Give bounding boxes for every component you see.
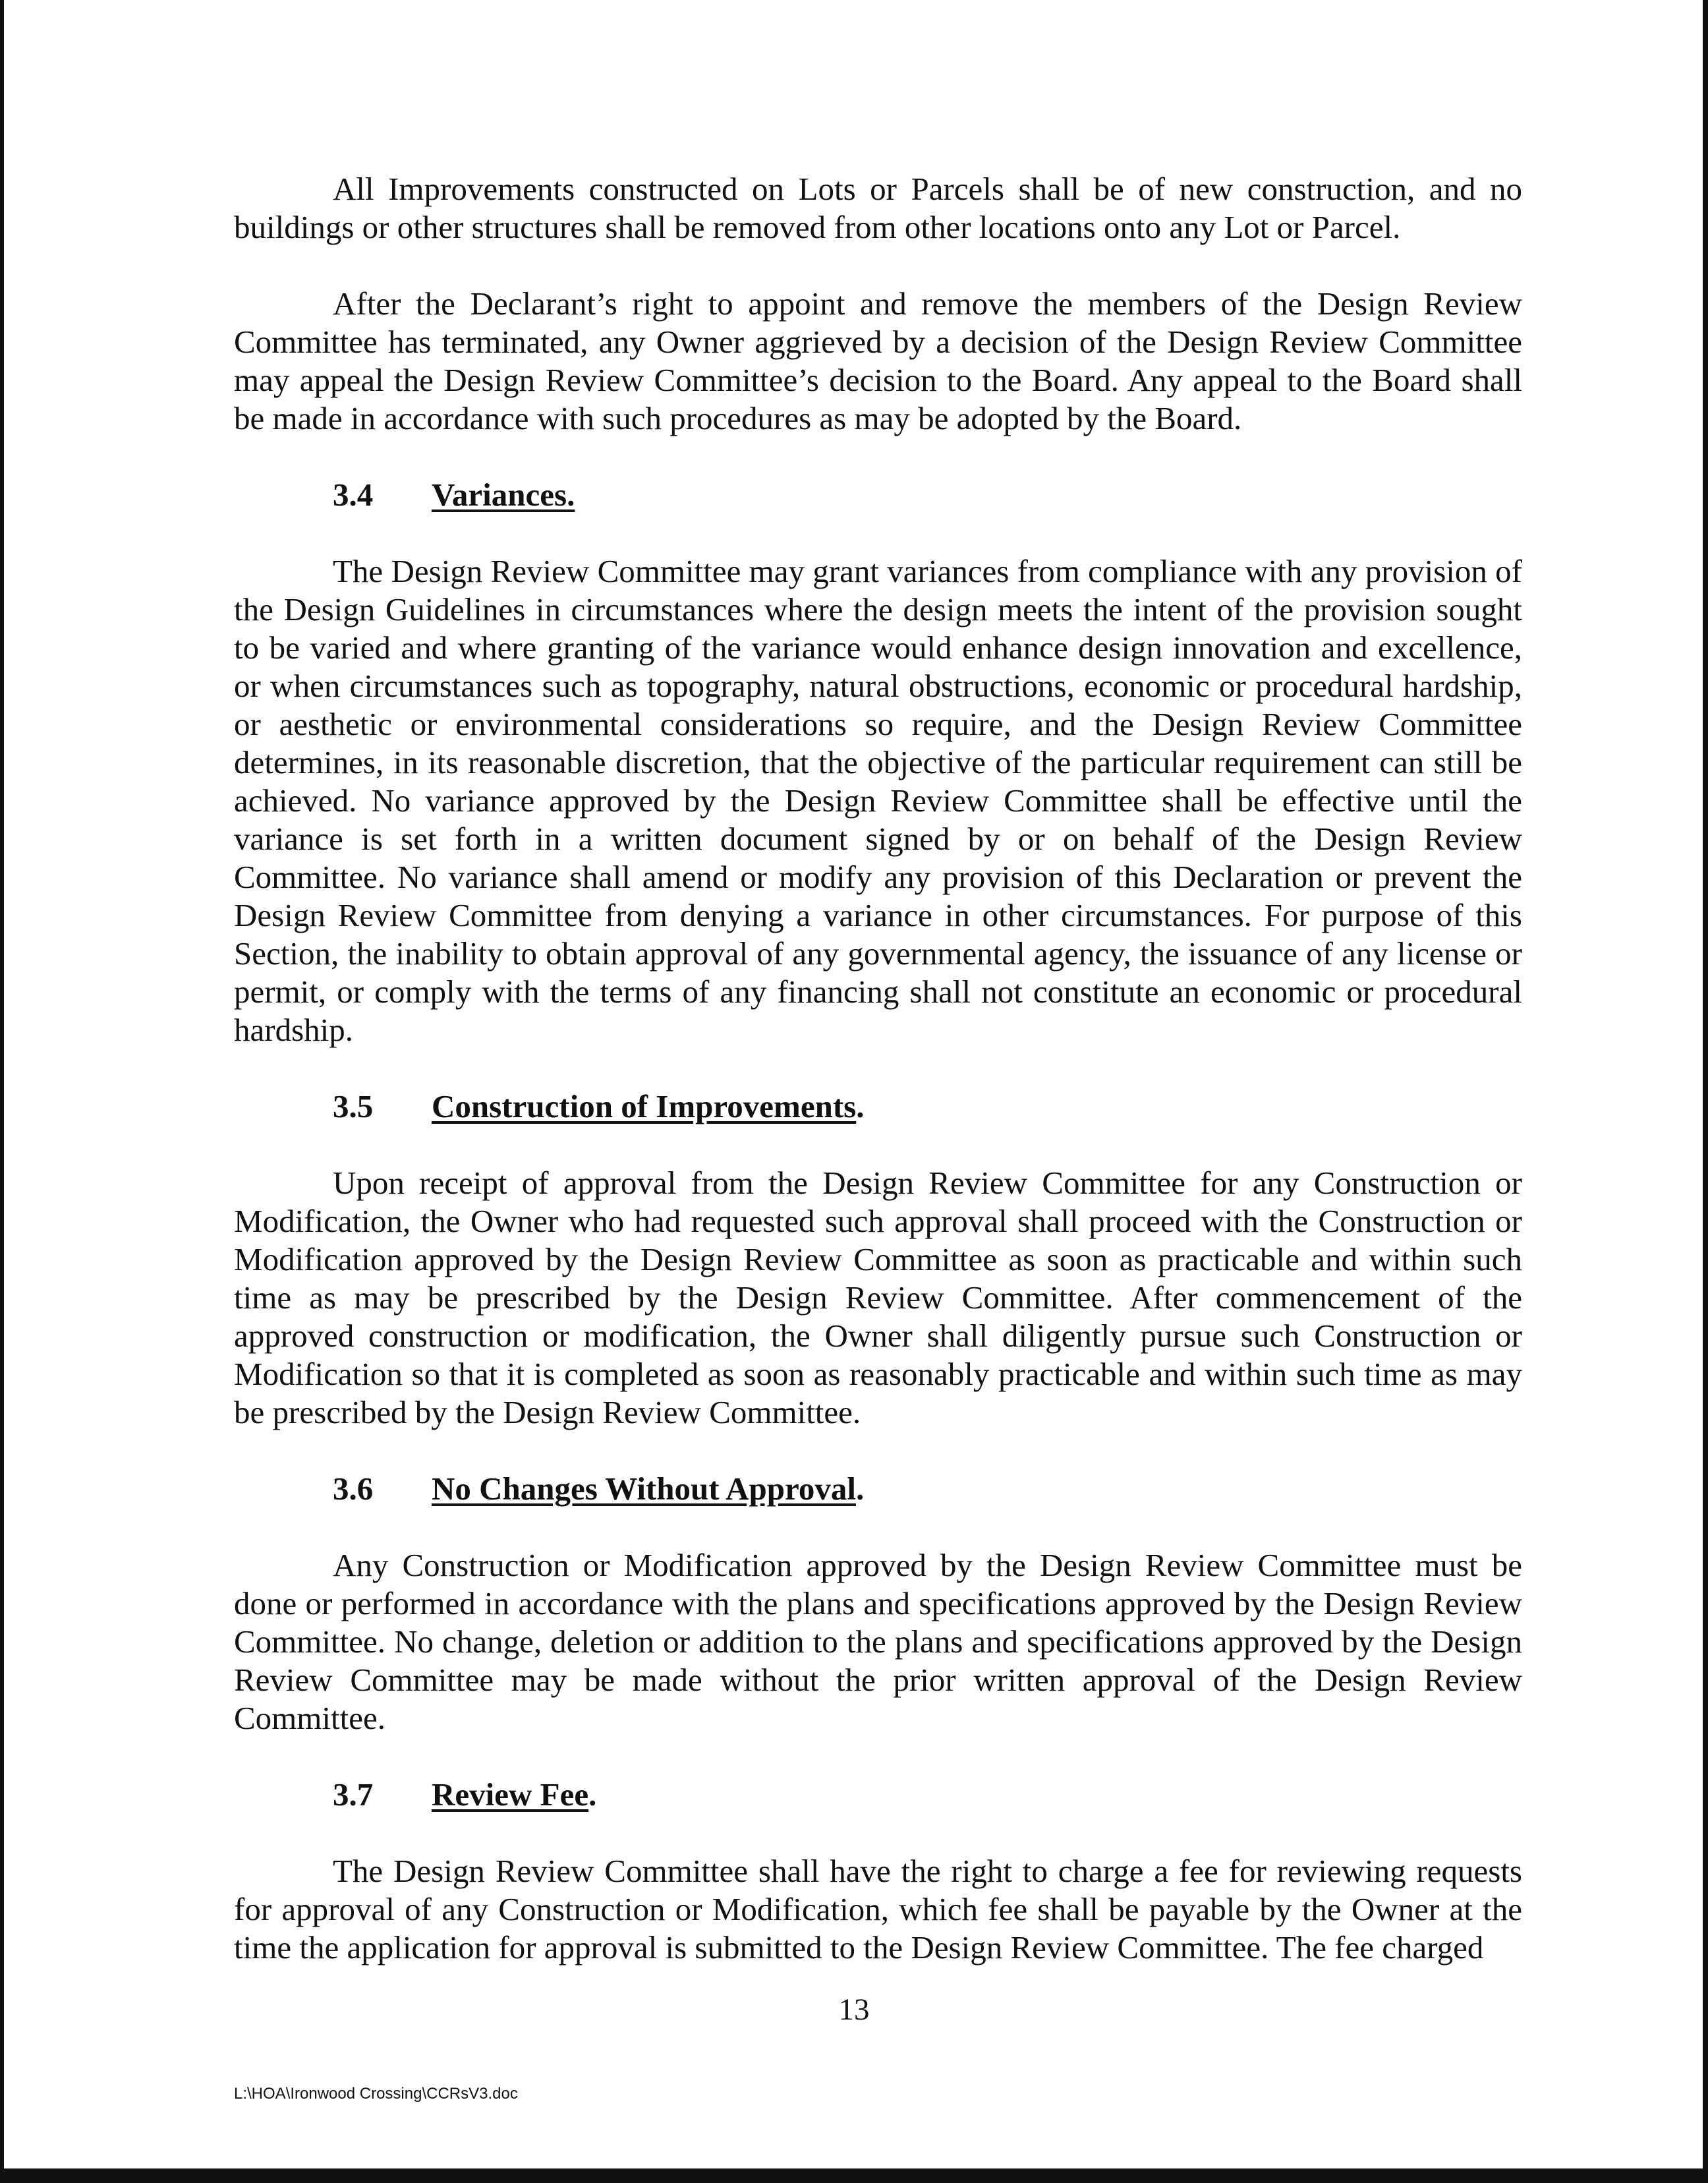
document-body — [234, 170, 1522, 1967]
section-title: Construction of Improvements — [432, 1088, 857, 1124]
section-title: Review Fee — [432, 1776, 589, 1813]
scan-edge-left — [0, 0, 4, 2183]
section-number: 3.5 — [333, 1088, 374, 1124]
section-title-wrap — [432, 476, 575, 514]
section-title: Variances — [432, 477, 567, 513]
scan-edge-bottom — [0, 2168, 1708, 2183]
section-title-wrap — [432, 1088, 864, 1126]
section-number: 3.4 — [333, 477, 374, 513]
paragraph-appeal-to-board: After the Declarant’s right to appoint and remove the members of the Design Review Committee has terminated, any Owner aggrieved by a decision of the Design Review Committee may appeal the Design Review Committee’s decision to the Board. Any appeal to the Board shall be made in accordance with such procedures as may be adopted by the Board. — [234, 285, 1522, 436]
section-body-no-changes-without-approval: Any Construction or Modification approved by the Design Review Committee must be done or performed in accordance with the plans and specifications approved by the Design Review Committee. No change, deletion or addition to the plans and specifications approved by the Design Review Committee may be made without the prior written approval of the Design Review Committee. — [234, 1547, 1522, 1736]
paragraph-new-construction: All Improvements constructed on Lots or Parcels shall be of new construction, and no buildings or other structures shall be removed from other locations onto any Lot or Parcel. — [234, 171, 1522, 245]
section-title-wrap — [432, 1776, 596, 1814]
section-body-construction-of-improvements: Upon receipt of approval from the Design Review Committee for any Construction or Modification, the Owner who had requested such approval shall proceed with the Construction or Modification approved by the Design Review Committee as soon as practicable and within such time as may be prescribed by the Design Review Committee. After commencement of the approved construction or modification, the Owner shall diligently pursue such Construction or Modification so that it is completed as soon as reasonably practicable and within such time as may be prescribed by the Design Review Committee. — [234, 1165, 1522, 1430]
section-title-wrap — [432, 1470, 864, 1508]
section-heading-no-changes-without-approval — [234, 1470, 1522, 1508]
section-body-review-fee: The Design Review Committee shall have the right to charge a fee for reviewing requests for approval of any Construction or Modification, which fee shall be payable by the Owner at the time the application for approval is submitted to the Design Review Committee. The fee charged — [234, 1853, 1522, 1965]
section-heading-variances — [234, 476, 1522, 514]
section-title-period: . — [856, 1470, 865, 1507]
section-title-period: . — [567, 477, 575, 513]
section-number: 3.6 — [333, 1470, 374, 1507]
page-number: 13 — [838, 1993, 870, 2027]
scan-edge-right — [1703, 0, 1708, 2183]
footer-file-path: L:\HOA\Ironwood Crossing\CCRsV3.doc — [234, 2085, 518, 2103]
section-title: No Changes Without Approval — [432, 1470, 856, 1507]
section-number: 3.7 — [333, 1776, 374, 1813]
section-title-period: . — [856, 1088, 865, 1124]
section-heading-construction-of-improvements — [234, 1088, 1522, 1126]
section-body-variances: The Design Review Committee may grant variances from compliance with any provision of the Design Guidelines in circumstances where the design meets the intent of the provision sought to be varied and where granting of the variance would enhance design innovation and excellence, or when circumstances such as topography, natural obstructions, economic or procedural hardship, or aesthetic or environmental considerations so require, and the Design Review Committee determines, in its reasonable discretion, that the objective of the particular requirement can still be achieved. No variance approved by the Design Review Committee shall be effective until the variance is set forth in a written document signed by or on behalf of the Design Review Committee. No variance shall amend or modify any provision of this Declaration or prevent the Design Review Committee from denying a variance in other circumstances. For purpose of this Section, the inability to obtain approval of any governmental agency, the issuance of any license or permit, or comply with the terms of any financing shall not constitute an economic or procedural hardship. — [234, 553, 1522, 1048]
section-heading-review-fee — [234, 1776, 1522, 1814]
section-title-period: . — [588, 1776, 597, 1813]
